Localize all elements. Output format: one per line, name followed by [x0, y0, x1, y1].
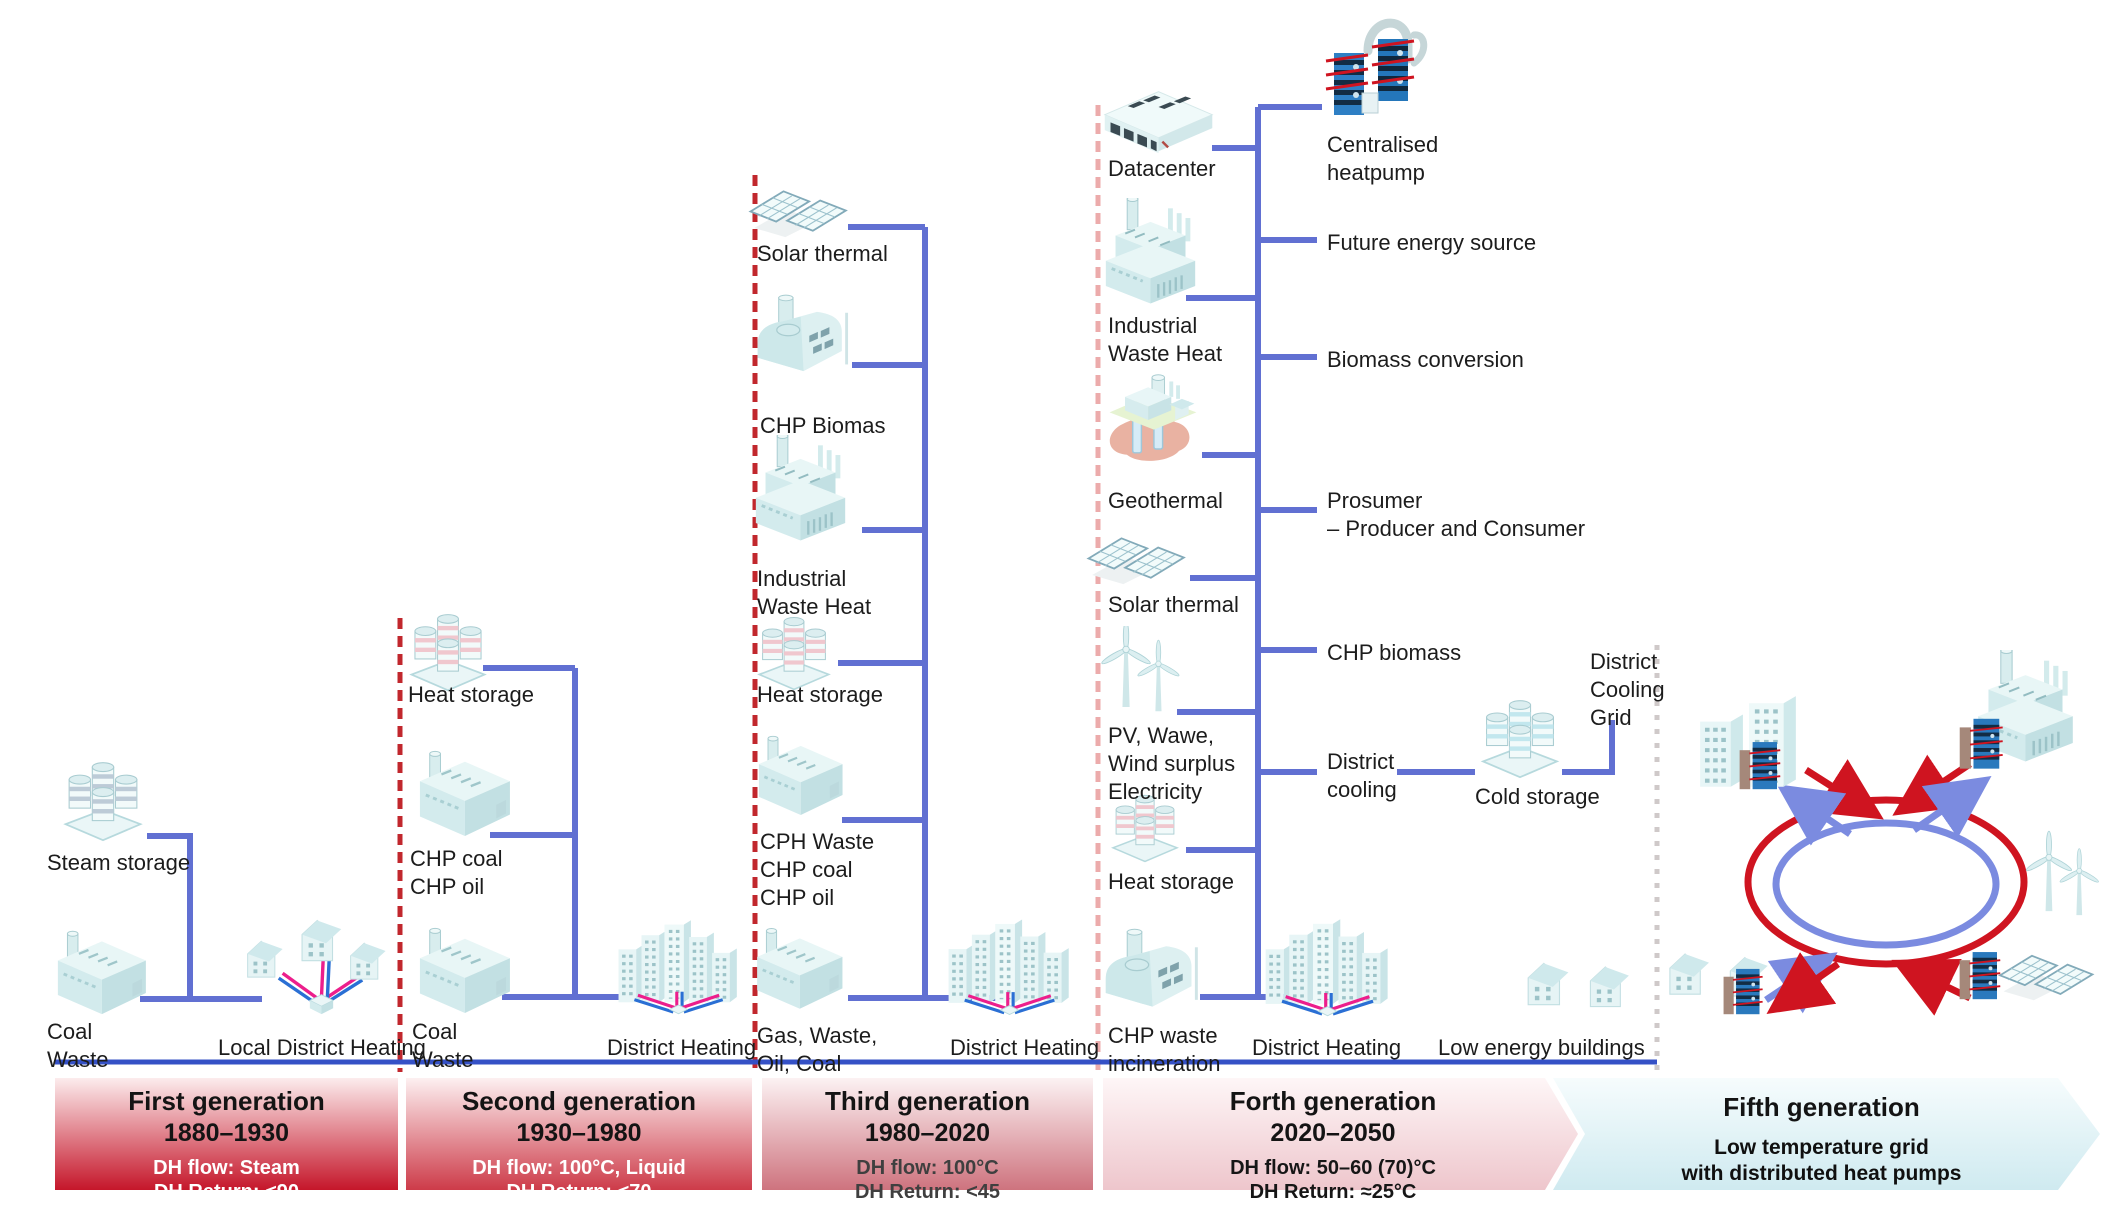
- band-title: First generation: [128, 1086, 325, 1116]
- chp-coal-oil-plant-icon: [420, 751, 510, 836]
- band-years: 2020–2050: [1270, 1119, 1396, 1147]
- chp-biomass-label: CHP biomass: [1327, 640, 1462, 665]
- pv-wave-wind-label: PV, Wawe, Wind surplus Electricity: [1108, 723, 1236, 804]
- district-heating-icon: [1266, 919, 1388, 1015]
- district-heating-label: District Heating: [950, 1035, 1100, 1060]
- district-heating-label: District Heating: [1252, 1035, 1402, 1060]
- coal-waste-label: Coal Waste: [47, 1019, 109, 1072]
- solar-thermal-label: Solar thermal: [1108, 592, 1239, 617]
- band-years: 1980–2020: [864, 1119, 991, 1147]
- fifth-generation-network: [1670, 648, 2100, 1014]
- second-generation-band-text: [406, 1086, 752, 1205]
- prosumer-label: Prosumer – Producer and Consumer: [1327, 488, 1586, 541]
- g5-solar-icon: [2000, 956, 2092, 1000]
- low-energy-buildings-icon: [1528, 963, 1629, 1006]
- heat-storage-label: Heat storage: [757, 682, 883, 707]
- centralised-heatpump-icon: [1326, 23, 1424, 115]
- forth-generation-band-text: [1103, 1086, 1563, 1205]
- local-district-heating-icon: [248, 920, 386, 1014]
- local-district-heating-label: Local District Heating: [218, 1035, 426, 1060]
- g5-heatpump-icon: [1724, 969, 1763, 1014]
- band-dh-info: DH flow: 100°C DH Return: <45: [854, 1157, 1001, 1204]
- solar-thermal-label: Solar thermal: [757, 241, 888, 266]
- industrial-waste-heat-icon: [1106, 197, 1195, 304]
- solar-thermal-icon: [1089, 538, 1184, 584]
- chp-waste-incineration-label: CHP waste incineration: [1108, 1023, 1221, 1076]
- low-energy-buildings-label: Low energy buildings: [1438, 1035, 1645, 1060]
- g5-wind-turbine-icon: [2025, 831, 2099, 915]
- band-dh-info: DH flow: 50–60 (70)°C DH Return: ≈25°C: [1230, 1157, 1436, 1204]
- cph-waste-plant-icon: [759, 736, 843, 815]
- centralised-heatpump-label: Centralised heatpump: [1327, 132, 1439, 185]
- district-heating-icon: [949, 919, 1069, 1014]
- chp-biomass-label: CHP Biomas: [760, 413, 886, 438]
- chp-waste-incineration-icon: [1106, 929, 1197, 1006]
- industrial-waste-heat-label: Industrial Waste Heat: [1108, 313, 1223, 366]
- g5-heatpump-icon: [1960, 719, 2003, 769]
- future-energy-source-label: Future energy source: [1327, 230, 1537, 255]
- gas-waste-oil-coal-plant-icon: [757, 928, 842, 1008]
- coal-waste-plant-icon: [420, 928, 510, 1013]
- heat-storage-icon: [411, 615, 484, 691]
- district-heating-icon: [619, 920, 737, 1014]
- industrial-waste-heat-label: Industrial Waste Heat: [757, 566, 872, 619]
- biomass-conversion-label: Biomass conversion: [1327, 347, 1524, 372]
- band-subtitle: Low temperature grid with distributed heat pumps: [1681, 1136, 1962, 1186]
- gas-waste-oil-coal-label: Gas, Waste, Oil, Coal: [757, 1023, 878, 1076]
- solar-thermal-icon: [751, 191, 846, 237]
- g5-heatpump-icon: [1740, 742, 1781, 789]
- cold-storage-icon: [1483, 701, 1557, 778]
- district-heating-label: District Heating: [607, 1035, 757, 1060]
- geothermal-icon: [1110, 375, 1197, 461]
- band-years: 1880–1930: [163, 1119, 290, 1147]
- band-title: Fifth generation: [1723, 1092, 1920, 1122]
- industrial-waste-heat-icon: [756, 434, 845, 541]
- steam-storage-label: Steam storage: [47, 850, 191, 875]
- band-title: Second generation: [461, 1086, 697, 1116]
- gen2-connector: [483, 668, 628, 997]
- chp-biomass-plant-icon: [758, 295, 847, 371]
- band-title: Forth generation: [1229, 1086, 1437, 1116]
- pv-wave-wind-icon: [1101, 622, 1181, 712]
- cold-storage-label: Cold storage: [1475, 784, 1600, 809]
- steam-storage-icon: [66, 763, 141, 841]
- heat-storage-label: Heat storage: [408, 682, 534, 707]
- coal-waste-label: Coal Waste: [412, 1019, 474, 1072]
- chp-coal-oil-label: CHP coal CHP oil: [410, 846, 503, 899]
- band-years: 1930–1980: [516, 1119, 642, 1147]
- gen4-connector: [1177, 107, 1322, 997]
- district-cooling-grid-label: District Cooling Grid: [1590, 649, 1665, 730]
- third-generation-band-text: [762, 1086, 1093, 1205]
- fifth-generation-band-text: [1585, 1092, 2058, 1188]
- heat-storage-icon: [759, 617, 828, 689]
- datacenter-icon: [1105, 92, 1213, 153]
- band-dh-info: DH flow: Steam DH Return: <90: [153, 1157, 300, 1204]
- coal-waste-plant-icon: [58, 931, 146, 1014]
- g5-heatpump-icon: [1960, 952, 2001, 999]
- first-generation-band-text: [56, 1086, 397, 1205]
- band-title: Third generation: [824, 1086, 1031, 1116]
- band-dh-info: DH flow: 100°C, Liquid DH Return: <70: [472, 1157, 686, 1204]
- cph-waste-label: CPH Waste CHP coal CHP oil: [760, 829, 875, 910]
- heat-storage-label: Heat storage: [1108, 869, 1234, 894]
- cold-ring: [1776, 823, 1996, 945]
- geothermal-label: Geothermal: [1108, 488, 1223, 513]
- datacenter-label: Datacenter: [1108, 156, 1216, 181]
- district-cooling-label: District cooling: [1327, 749, 1397, 802]
